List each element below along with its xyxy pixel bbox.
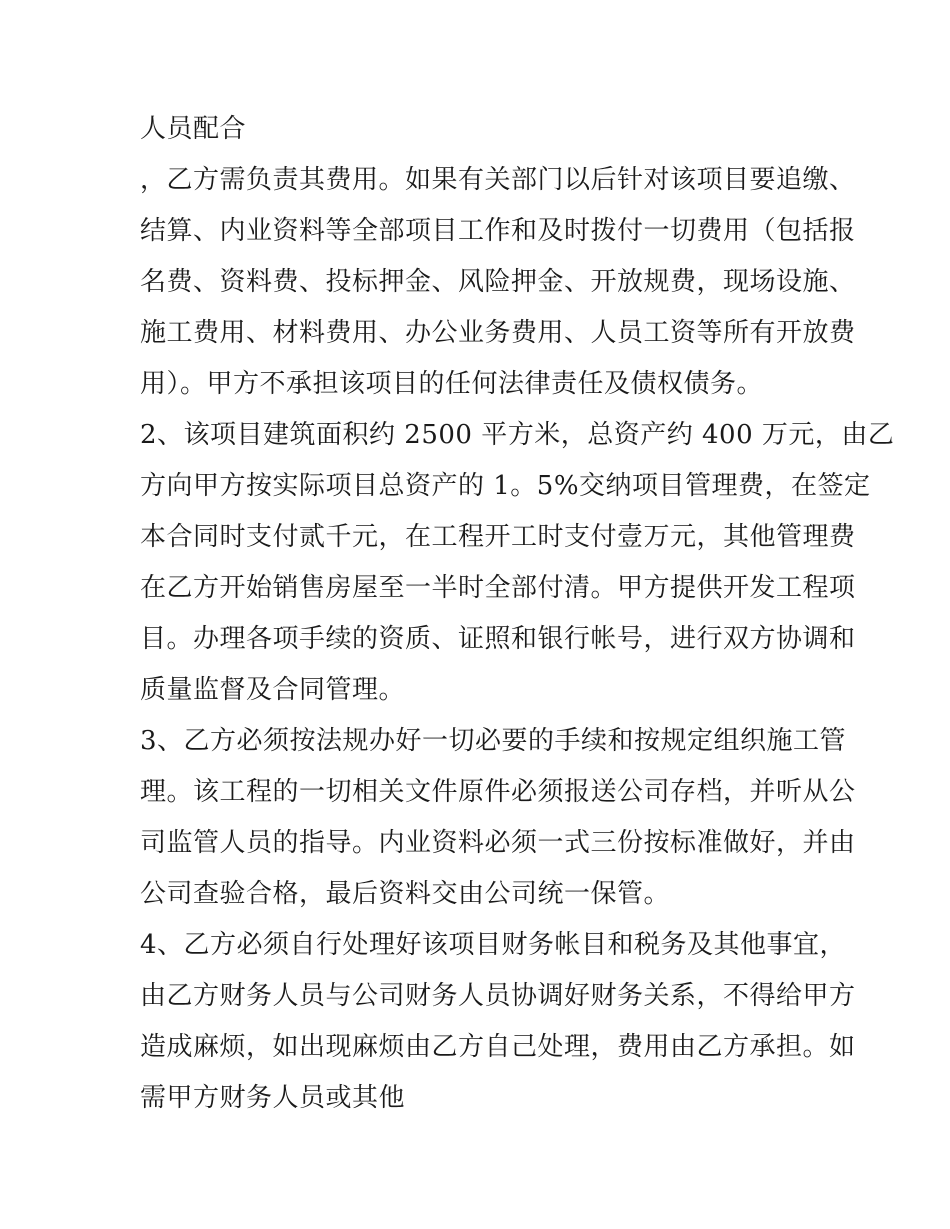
text-line: 方向甲方按实际项目总资产的 1。5%交纳项目管理费，在签定	[140, 471, 871, 501]
document-body	[140, 104, 895, 1124]
text-line: 公司查验合格，最后资料交由公司统一保管。	[140, 879, 671, 909]
text-line: 用）。甲方不承担该项目的任何法律责任及债权债务。	[140, 369, 764, 399]
text-line: 施工费用、材料费用、办公业务费用、人员工资等所有开放费	[140, 318, 856, 348]
text-line: ，乙方需负责其费用。如果有关部门以后针对该项目要追缴、	[140, 165, 856, 195]
text-line: 在乙方开始销售房屋至一半时全部付清。甲方提供开发工程项	[140, 573, 856, 603]
text-line: 2、该项目建筑面积约 2500 平方米，总资产约 400 万元，由乙	[140, 420, 895, 450]
text-line: 司监管人员的指导。内业资料必须一式三份按标准做好，并由	[140, 828, 856, 858]
text-line: 结算、内业资料等全部项目工作和及时拨付一切费用（包括报	[140, 216, 856, 246]
text-line: 由乙方财务人员与公司财务人员协调好财务关系，不得给甲方	[140, 981, 856, 1011]
text-line: 4、乙方必须自行处理好该项目财务帐目和税务及其他事宜，	[140, 930, 847, 960]
text-line: 理。该工程的一切相关文件原件必须报送公司存档，并听从公	[140, 777, 856, 807]
text-line: 3、乙方必须按法规办好一切必要的手续和按规定组织施工管	[140, 726, 847, 756]
text-line: 目。办理各项手续的资质、证照和银行帐号，进行双方协调和	[140, 624, 856, 654]
text-line: 质量监督及合同管理。	[140, 675, 406, 705]
text-line: 造成麻烦，如出现麻烦由乙方自己处理，费用由乙方承担。如	[140, 1032, 856, 1062]
text-line: 名费、资料费、投标押金、风险押金、开放规费，现场设施、	[140, 267, 856, 297]
text-line: 需甲方财务人员或其他	[140, 1083, 406, 1113]
text-line: 人员配合	[140, 114, 247, 144]
text-line: 本合同时支付贰千元，在工程开工时支付壹万元，其他管理费	[140, 522, 856, 552]
